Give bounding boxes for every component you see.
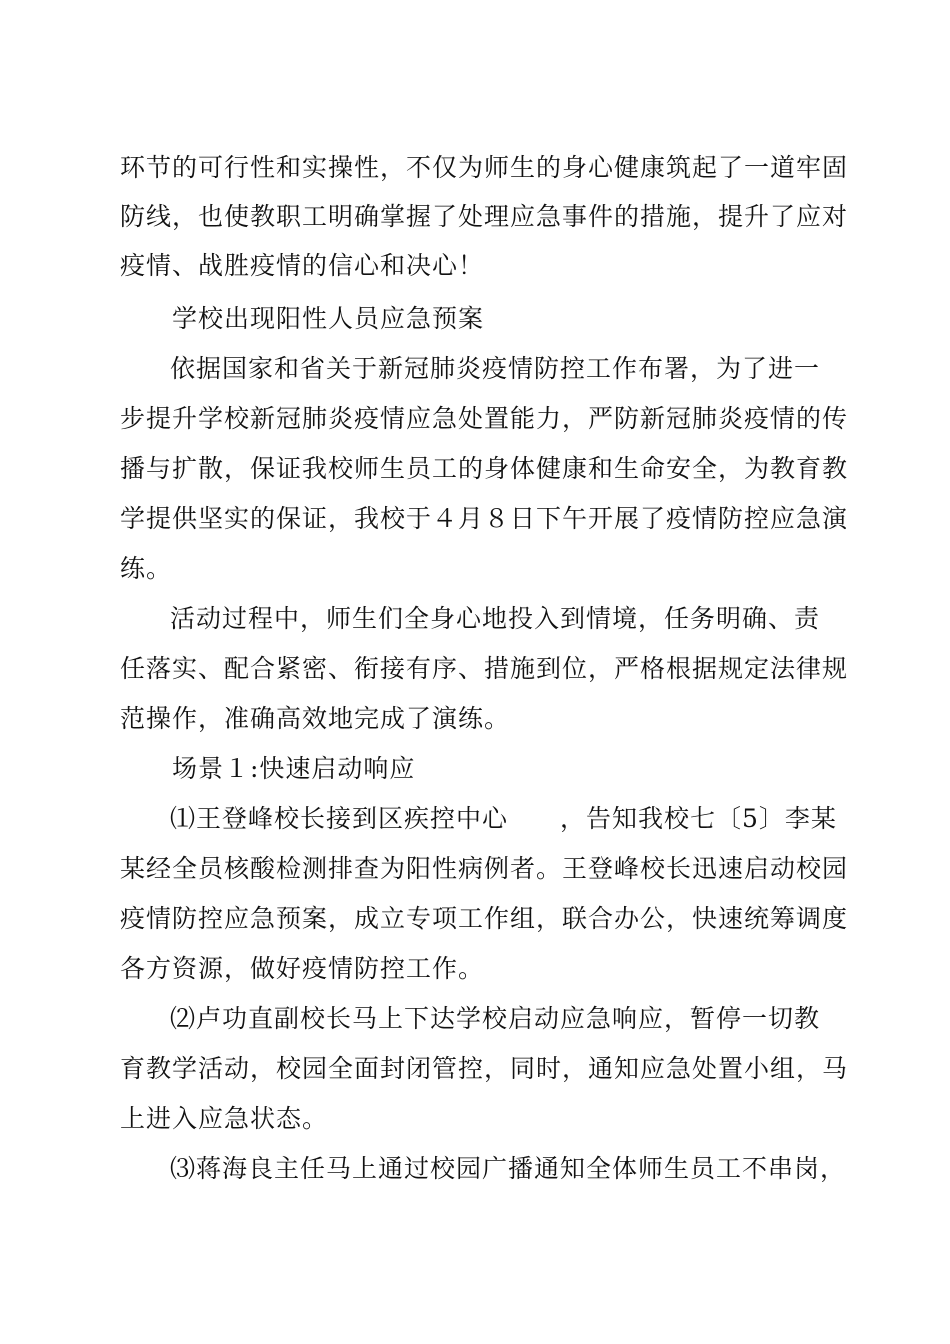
text-line: 播与扩散，保证我校师生员工的身体健康和生命安全，为教育教 — [120, 454, 849, 483]
text-line: 疫情、战胜疫情的信心和决心！ — [120, 251, 485, 280]
section-heading: 场景１:快速启动响应 — [172, 754, 416, 783]
text-line: ⑴王登峰校长接到区疾控中心 ，告知我校七〔5〕李某 — [170, 804, 837, 833]
text-line: 范操作，准确高效地完成了演练。 — [120, 704, 511, 733]
text-line: 依据国家和省关于新冠肺炎疫情防控工作布署，为了进一 — [170, 354, 821, 383]
text-line: 活动过程中，师生们全身心地投入到情境，任务明确、责 — [170, 604, 821, 633]
text-line: ⑵卢功直副校长马上下达学校启动应急响应，暂停一切教 — [170, 1004, 821, 1033]
text-line: 防线，也使教职工明确掌握了处理应急事件的措施，提升了应对 — [120, 202, 849, 231]
text-line: 学提供坚实的保证，我校于４月８日下午开展了疫情防控应急演 — [120, 504, 849, 533]
text-line: 练。 — [120, 554, 173, 583]
text-line: 任落实、配合紧密、衔接有序、措施到位，严格根据规定法律规 — [120, 654, 849, 683]
text-line: ⑶蒋海良主任马上通过校园广播通知全体师生员工不串岗， — [170, 1154, 847, 1183]
text-line: 各方资源，做好疫情防控工作。 — [120, 954, 485, 983]
text-line: 步提升学校新冠肺炎疫情应急处置能力，严防新冠肺炎疫情的传 — [120, 404, 849, 433]
text-line: 疫情防控应急预案，成立专项工作组，联合办公，快速统筹调度 — [120, 904, 849, 933]
text-line: 某经全员核酸检测排查为阳性病例者。王登峰校长迅速启动校园 — [120, 854, 849, 883]
text-line: 上进入应急状态。 — [120, 1104, 329, 1133]
text-line: 环节的可行性和实操性，不仅为师生的身心健康筑起了一道牢固 — [120, 153, 849, 182]
section-heading: 学校出现阳性人员应急预案 — [172, 304, 485, 333]
text-line: 育教学活动，校园全面封闭管控，同时，通知应急处置小组，马 — [120, 1054, 849, 1083]
